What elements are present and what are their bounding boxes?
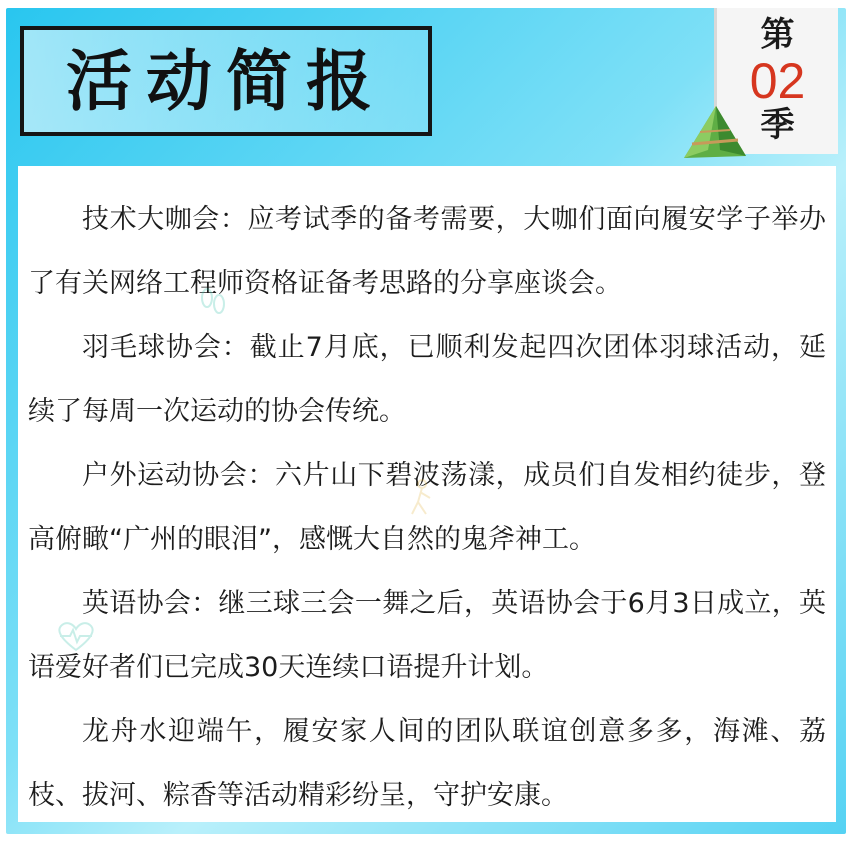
paragraph-tech-meetup: 技术大咖会：应考试季的备考需要，大咖们面向履安学子举办了有关网络工程师资格证备考思路的分享座谈会。 — [28, 204, 826, 299]
badge-suffix: 季 — [760, 105, 795, 145]
title-box — [20, 26, 432, 136]
page-title: 活动简报 — [66, 42, 386, 120]
badge-number: 02 — [749, 53, 806, 109]
hiker-watermark-icon — [404, 478, 438, 518]
paragraph-outdoor: 户外运动协会：六片山下碧波荡漾，成员们自发相约徒步，登高俯瞰“广州的眼泪”，感慨大自然的鬼斧神工。 — [28, 460, 826, 555]
heartbeat-watermark-icon — [54, 620, 98, 652]
badge-prefix: 第 — [760, 15, 795, 56]
paragraph-badminton: 羽毛球协会：截止7月底，已顺利发起四次团体羽球活动，延续了每周一次运动的协会传统。 — [28, 332, 826, 427]
footprints-watermark-icon — [196, 284, 230, 318]
paragraph-english: 英语协会：继三球三会一舞之后，英语协会于6月3日成立，英语爱好者们已完成30天连续口语提升计划。 — [28, 588, 826, 683]
paragraph-dragon-boat: 龙舟水迎端午，履安家人间的团队联谊创意多多，海滩、荔枝、拔河、粽香等活动精彩纷呈，守护安康。 — [28, 716, 826, 811]
zongzi-icon — [680, 100, 750, 162]
